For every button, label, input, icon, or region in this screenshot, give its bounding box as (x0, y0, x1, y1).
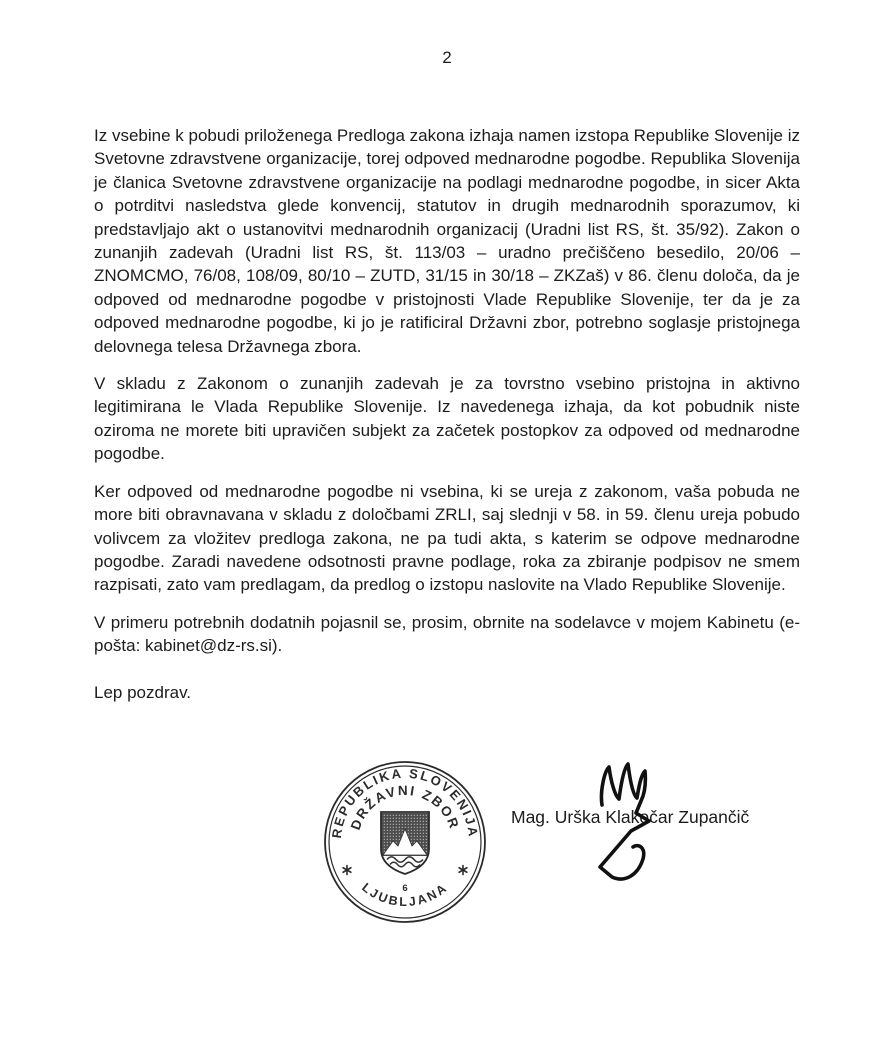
seal-number: 6 (402, 883, 408, 894)
paragraph-3: Ker odpoved od mednarodne pogodbe ni vsebina, ki se ureja z zakonom, vaša pobuda ne more biti obravnavana v skladu z določbami ZRLI, saj slednji v 58. in 59. členu ureja pobudo volivcem za vložitev predloga zakona, ne pa tudi akta, s katerim se odpove mednarodne pogodbe. Zaradi navedene odsotnosti pravne podlage, roka za zbiranje podpisov ne smem razpisati, zato vam predlagam, da predlog o izstopu naslovite na Vlado Republike Slovenije. (94, 481, 800, 595)
seal-middle-text: DRŽAVNI ZBOR (347, 782, 463, 832)
coat-of-arms-shield-icon (381, 812, 429, 874)
seal-bottom-text: LJUBLJANA (359, 880, 451, 909)
paragraph-4: V primeru potrebnih dodatnih pojasnil se, prosim, obrnite na sodelavce v mojem Kabinetu (e-pošta: kabinet@dz-rs.si). (94, 612, 800, 656)
paragraph-2: V skladu z Zakonom o zunanjih zadevah je za tovrstno vsebino pristojna in aktivno legitimirana le Vlada Republike Slovenije. Iz navedenega izhaja, da kot pobudnik niste oziroma ne morete biti upravičen subjekt za začetek postopkov za odpoved od mednarodne pogodbe. (94, 374, 800, 464)
closing-salutation: Lep pozdrav. (94, 682, 192, 702)
paragraph-1: Iz vsebine k pobudi priloženega Predloga zakona izhaja namen izstopa Republike Slovenije iz Svetovne zdravstvene organizacije, torej odpoved mednarodne pogodbe. Republika Slovenija je članica Svetovne zdravstvene organizacije na podlagi mednarodne pogodbe, in sicer Akta o potrditvi nasledstva glede konvencij, statutov in drugih mednarodnih sporazumov, ki predstavljajo akt o ustanovitvi mednarodnih organizacij (Uradni list RS, št. 35/92). Zakon o zunanjih zadevah (Uradni list RS, št. 113/03 – uradno prečiščeno besedilo, 20/06 – ZNOMCMO, 76/08, 108/09, 80/10 – ZUTD, 31/15 in 30/18 – ZKZaš) v 86. členu določa, da je odpoved od mednarodne pogodbe v pristojnosti Vlade Republike Slovenije, ter da je za odpoved mednarodne pogodbe, ki jo je ratificiral Državni zbor, potrebno soglasje pristojnega delovnega telesa Državnega zbora. (94, 126, 800, 356)
star-icon (459, 866, 467, 875)
handwritten-signature-icon (575, 750, 735, 890)
seal-top-text: REPUBLIKA SLOVENIJA (328, 765, 482, 840)
letter-body (94, 124, 800, 704)
signer-name: Mag. Urška Klakočar Zupančič (511, 807, 750, 827)
star-icon (343, 866, 351, 875)
official-seal-icon (320, 757, 490, 927)
page-number: 2 (442, 48, 452, 67)
